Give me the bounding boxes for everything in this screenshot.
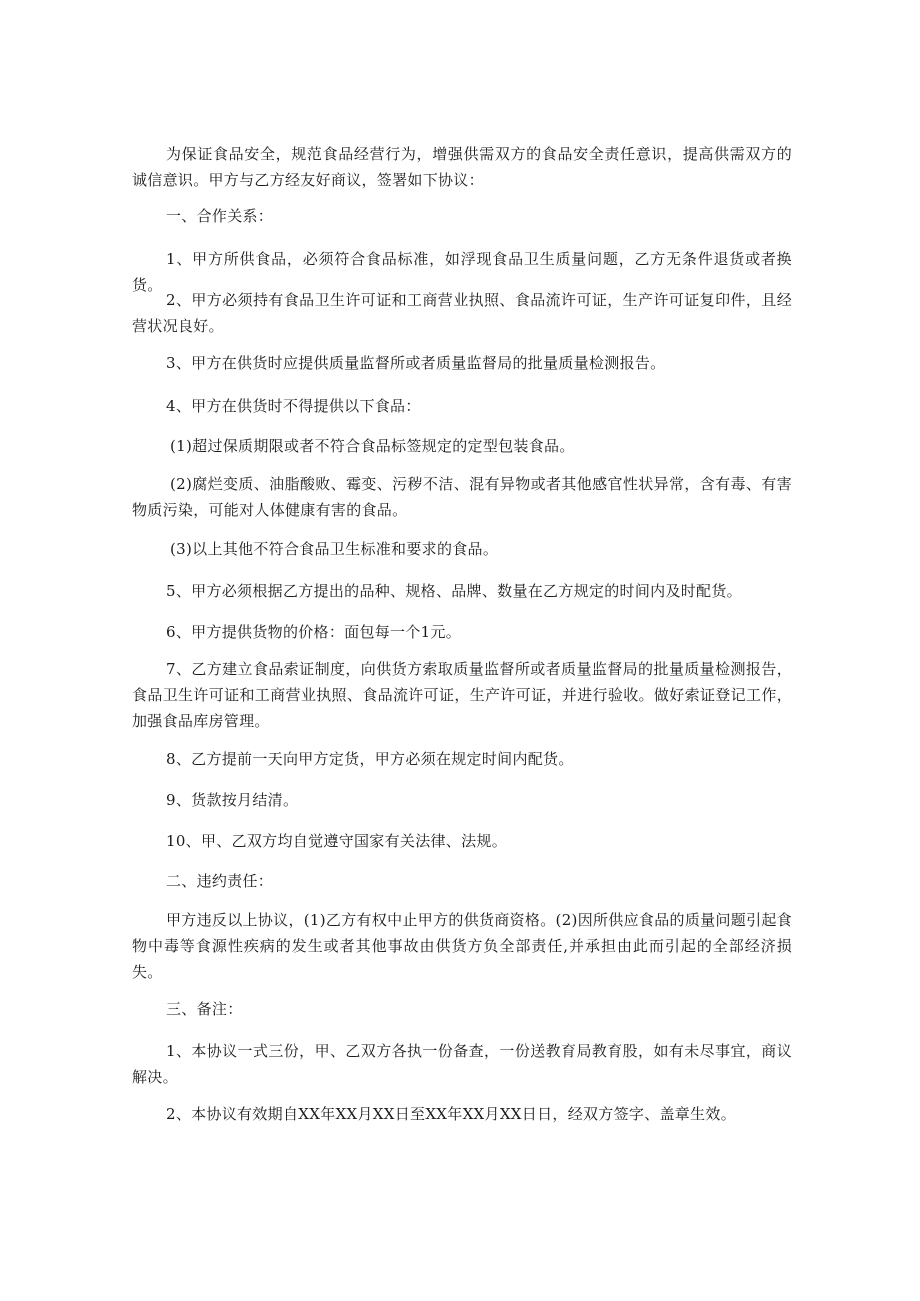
intro-paragraph: 为保证食品安全，规范食品经营行为，增强供需双方的食品安全责任意识，提高供需双方的诚信意识。甲方与乙方经友好商议，签署如下协议： (132, 145, 792, 189)
clause-4: 4、甲方在供货时不得提供以下食品： (166, 397, 421, 415)
section-heading-breach: 二、违约责任： (166, 872, 274, 890)
clause-6: 6、甲方提供货物的价格：面包每一个1元。 (166, 623, 462, 641)
clause-5: 5、甲方必须根据乙方提出的品种、规格、品牌、数量在乙方规定的时间内及时配货。 (166, 582, 742, 600)
clause-3: 3、甲方在供货时应提供质量监督所或者质量监督局的批量质量检测报告。 (166, 354, 666, 372)
section-heading-cooperation: 一、合作关系： (166, 207, 274, 225)
clause-10: 10、甲、乙双方均自觉遵守国家有关法律、法规。 (166, 832, 507, 850)
clause-2: 2、甲方必须持有食品卫生许可证和工商营业执照、食品流许可证，生产许可证复印件，且经营状况良好。 (132, 291, 792, 335)
note-1: 1、本协议一式三份，甲、乙双方各执一份备查，一份送教育局教育股，如有未尽事宜，商议解决。 (132, 1042, 792, 1086)
clause-8: 8、乙方提前一天向甲方定货，甲方必须在规定时间内配货。 (166, 750, 574, 768)
clause-1: 1、甲方所供食品，必须符合食品标准，如浮现食品卫生质量问题，乙方无条件退货或者换货。 (132, 250, 792, 294)
breach-paragraph: 甲方违反以上协议，(1)乙方有权中止甲方的供货商资格。(2)因所供应食品的质量问题引起食物中毒等食源性疾病的发生或者其他事故由供货方负全部责任,并承担由此而引起的全部经济损失。 (132, 911, 792, 981)
clause-4-subitem-1: (1)超过保质期限或者不符合食品标签规定的定型包装食品。 (170, 437, 575, 455)
clause-4-subitem-3: (3)以上其他不符合食品卫生标准和要求的食品。 (170, 540, 499, 558)
clause-4-subitem-2: (2)腐烂变质、油脂酸败、霉变、污秽不洁、混有异物或者其他感官性状异常，含有毒、有害物质污染，可能对人体健康有害的食品。 (132, 475, 792, 519)
section-heading-notes: 三、备注： (166, 1000, 243, 1018)
clause-7: 7、乙方建立食品索证制度，向供货方索取质量监督所或者质量监督局的批量质量检测报告，食品卫生许可证和工商营业执照、食品流许可证，生产许可证，并进行验收。做好索证登记工作，加强食品库房管理。 (132, 660, 792, 730)
note-2: 2、本协议有效期自XX年XX月XX日至XX年XX月XX日日，经双方签字、盖章生效。 (166, 1105, 736, 1123)
clause-9: 9、货款按月结清。 (166, 791, 299, 809)
